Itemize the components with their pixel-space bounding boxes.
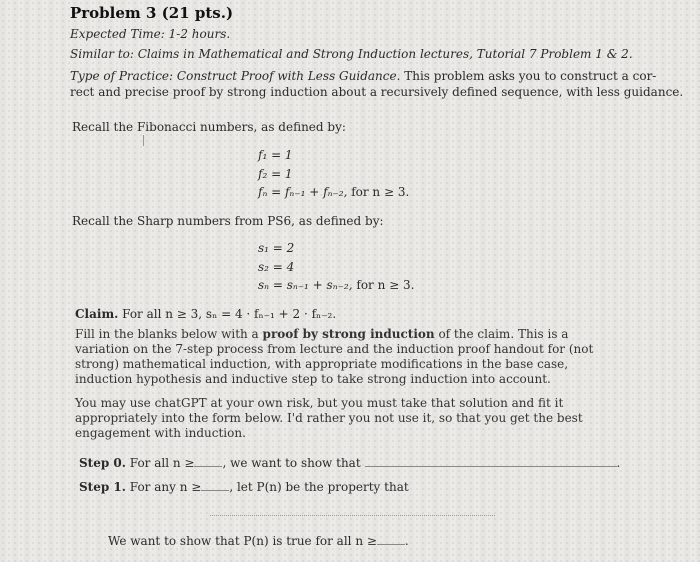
text-cursor [143,135,144,146]
want-to-show-blank[interactable] [377,534,405,545]
claim-text: For all n ≥ 3, sₙ = 4 · fₙ₋₁ + 2 · fₙ₋₂. [122,307,337,321]
instructions-p1-bold: proof by strong induction [262,327,435,341]
similar-to-value: Claims in Mathematical and Strong Induction lectures, Tutorial 7 Problem 1 & 2. [137,47,633,61]
instructions-paragraph-2: You may use chatGPT at your own risk, but you must take that solution and fit it appropriately into the form below. I'd rather you not use it, so that you get the best engagement with induction. [75,396,583,440]
want-to-show-text: We want to show that P(n) is true for all n ≥ [108,534,377,548]
practice-line-2: rect and precise proof by strong induction about a recursively defined sequence, with less guidance. [70,85,684,99]
want-to-show-line [108,534,409,548]
sharp-eq-3 [258,278,414,292]
claim-label: Claim. [75,307,119,321]
claim-line [75,307,336,321]
sharp-condition: for n ≥ 3. [356,278,415,292]
sharp-recurrence: sₙ = sₙ₋₁ + sₙ₋₂, [258,278,353,292]
practice-label: Type of Practice: [70,69,174,83]
fibonacci-recurrence: fₙ = fₙ₋₁ + fₙ₋₂, [258,185,348,199]
step-0-line [79,456,620,470]
instructions-p1-post: of the claim. This is a variation on the 7-step process from lecture and the induction proof handout for (not strong) mathematical induction, with appropriate modifications in the base case, induction hypothesis and inductive step to take strong induction into account. [75,327,594,386]
instructions-paragraph-1 [75,327,610,387]
sharp-intro: Recall the Sharp numbers from PS6, as defined by: [72,214,384,228]
instructions-p1-pre: Fill in the blanks below with a [75,327,259,341]
step-1-property-blank[interactable] [210,515,495,516]
practice-desc-1: This problem asks you to construct a cor- [404,69,657,83]
step-0-end: . [616,456,621,470]
fibonacci-condition: for n ≥ 3. [351,185,410,199]
expected-time-line [70,27,230,41]
practice-value: Construct Proof with Less Guidance. [176,69,401,83]
step-0-statement-blank[interactable] [365,456,617,467]
want-to-show-end: . [404,534,409,548]
fibonacci-eq-3 [258,185,409,199]
fibonacci-eq-2: f₂ = 1 [258,167,293,181]
step-0-label: Step 0. [79,456,126,470]
step-1-line [79,480,409,494]
step-0-base-blank[interactable] [194,456,222,467]
expected-time-value: 1-2 hours. [168,27,231,41]
step-1-pre: For any n ≥ [129,480,202,494]
sharp-eq-2: s₂ = 4 [258,260,295,274]
practice-line-1 [70,69,656,83]
fibonacci-eq-1: f₁ = 1 [258,148,293,162]
step-0-mid: , we want to show that [222,456,361,470]
similar-to-line [70,47,633,61]
expected-time-label: Expected Time: [70,27,165,41]
step-1-mid: , let P(n) be the property that [229,480,409,494]
similar-to-label: Similar to: [70,47,134,61]
fibonacci-intro: Recall the Fibonacci numbers, as defined by: [72,120,346,134]
step-1-base-blank[interactable] [201,480,229,491]
step-0-pre: For all n ≥ [129,456,195,470]
step-1-label: Step 1. [79,480,126,494]
sharp-eq-1: s₁ = 2 [258,241,295,255]
problem-title: Problem 3 (21 pts.) [70,4,234,22]
